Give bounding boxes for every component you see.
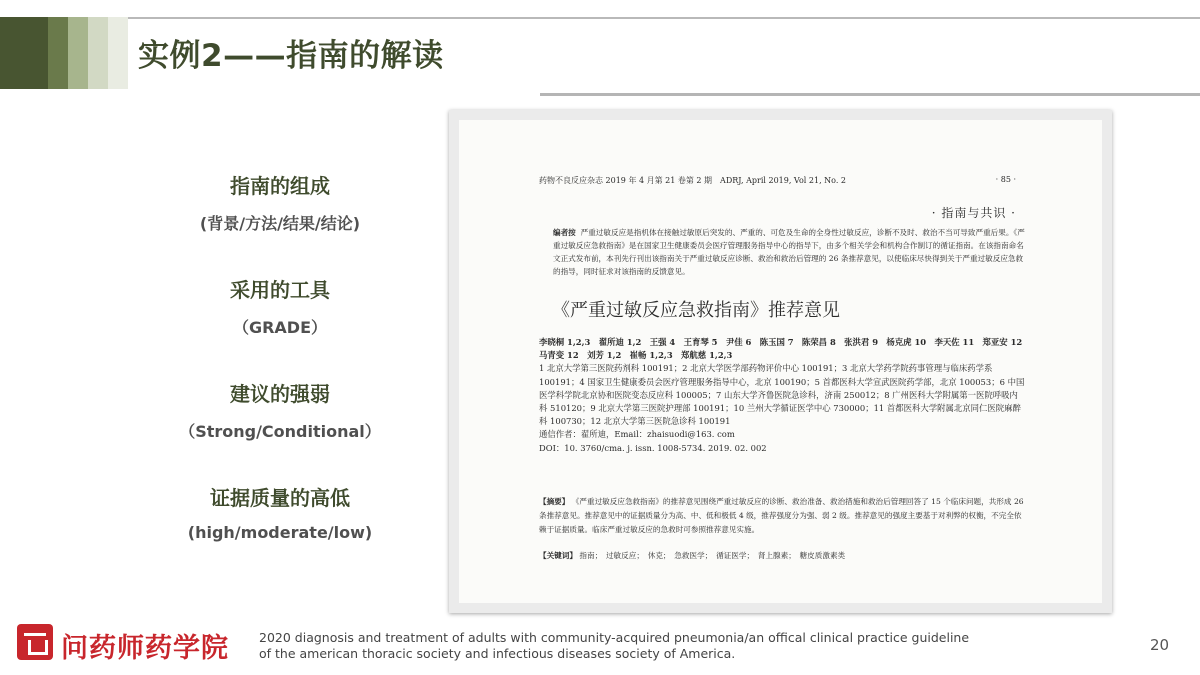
reference-text [259, 630, 1019, 662]
document-frame [449, 110, 1112, 613]
affiliations: 1 北京大学第三医院药剂科 100191；2 北京大学医学部药物评价中心 100191；3 北京大学药学院药事管理与临床药学系 100191；4 国家卫生健康委员会医疗管理服务指导中心，北京 100190；5 首都医科大学宣武医院药学部，北京 100053；6 中国医学科学院北京协和医院变态反应科 100005；7 山东大学齐鲁医院急诊科，济南 250012；8 广州医科大学附属第一医院呼吸内科 510120；9 北京大学第三医院护理部 100191；10 兰州大学循证医学中心 730000；11 首都医科大学附属北京同仁医院麻醉科 100730；12 北京大学第三医院急诊科 100191 [539, 363, 1025, 427]
keywords [539, 550, 1025, 561]
aspect-subtext: （GRADE） [232, 318, 328, 337]
abstract-text: 《严重过敏反应急救指南》的推荐意见围绕严重过敏反应的诊断、救治准备、救治措施和救治后管理回答了 15 个临床问题，共形成 26 条推荐意见。推荐意见中的证据质量分为高、中、低和极低 4 级，推荐强度分为强、弱 2 级。推荐意见的强度主要基于对利弊的权衡，不完全依赖于证据质量。临床严重过敏反应的急救时可参照推荐意见实施。 [539, 497, 1024, 534]
correspondence: 通信作者：翟所迪，Email：zhaisuodi@163. com [539, 429, 735, 440]
aspect-heading: 采用的工具 [230, 278, 330, 302]
header-band-4 [88, 17, 108, 89]
reference-line-1: 2020 diagnosis and treatment of adults with community-acquired pneumonia/an offical clinical practice guideline [259, 630, 970, 645]
header-band-5 [108, 17, 128, 89]
brand-name: 问药师药学院 [61, 633, 229, 664]
aspect-subtext: (背景/方法/结果/结论) [199, 214, 361, 233]
brand-logo [17, 624, 243, 664]
editor-note-text: 严重过敏反应是指机体在接触过敏原后突发的、严重的、可危及生命的全身性过敏反应，诊断不及时、救治不当可导致严重后果。《严重过敏反应急救指南》是在国家卫生健康委员会医疗管理服务指导中心的指导下，由多个相关学会和机构合作制订的循证指南。在该指南命名文正式发布前，本刊先行刊出该指南关于严重过敏反应诊断、救治和救治后管理的 26 条推荐意见，以使临床尽快得到关于严重过敏反应急救的指导，同时征求对该指南的反馈意见。 [553, 228, 1025, 276]
editor-note-label: 编者按 [553, 228, 576, 237]
abstract [539, 495, 1025, 537]
aspect-strength [150, 378, 410, 442]
aspect-heading: 建议的强弱 [230, 382, 330, 406]
aspect-heading: 指南的组成 [230, 174, 330, 198]
keywords-text: 指南； 过敏反应； 休克； 急救医学； 循证医学； 肾上腺素； 糖皮质激素类 [579, 551, 846, 560]
header-band-2 [48, 17, 68, 89]
doi: DOI：10. 3760/cma. j. issn. 1008-5734. 2019. 02. 002 [539, 442, 767, 453]
title-underline [540, 93, 1200, 96]
document-page-number: · 85 · [995, 175, 1016, 184]
slide-title: 实例2——指南的解读 [138, 38, 444, 74]
document-page [459, 120, 1102, 603]
aspect-evidence-quality [150, 482, 410, 542]
author-list: 李晓桐 1,2,3 翟所迪 1,2 王强 4 王育琴 5 尹佳 6 陈玉国 7 陈荣昌 8 张洪君 9 杨克虎 10 李天佐 11 郑亚安 12 马青变 12 刘芳 1,2 崔畅 1,2,3 郑航慈 1,2,3 [539, 337, 1031, 361]
header-band-1 [0, 17, 48, 89]
aspect-subtext: （Strong/Conditional） [179, 422, 381, 441]
editor-note [553, 226, 1025, 278]
aspect-subtext: (high/moderate/low) [187, 523, 373, 542]
slide-page-number: 20 [1150, 636, 1170, 654]
aspect-heading: 证据质量的高低 [210, 486, 350, 510]
header-band-3 [68, 17, 88, 89]
keywords-label: 【关键词】 [539, 551, 577, 560]
aspect-composition [150, 170, 410, 234]
graduation-cap-icon [17, 624, 53, 660]
reference-line-2: of the american thoracic society and infectious diseases society of America. [259, 646, 736, 661]
abstract-label: 【摘要】 [539, 497, 570, 506]
journal-header: 药物不良反应杂志 2019 年 4 月第 21 卷第 2 期 ADRJ, April 2019, Vol 21, No. 2 [539, 176, 847, 185]
article-title: 《严重过敏反应急救指南》推荐意见 [552, 300, 840, 321]
aspect-tools [150, 274, 410, 338]
author-block [539, 336, 1031, 455]
section-label: · 指南与共识 · [931, 206, 1016, 220]
header-top-line [128, 17, 1200, 19]
